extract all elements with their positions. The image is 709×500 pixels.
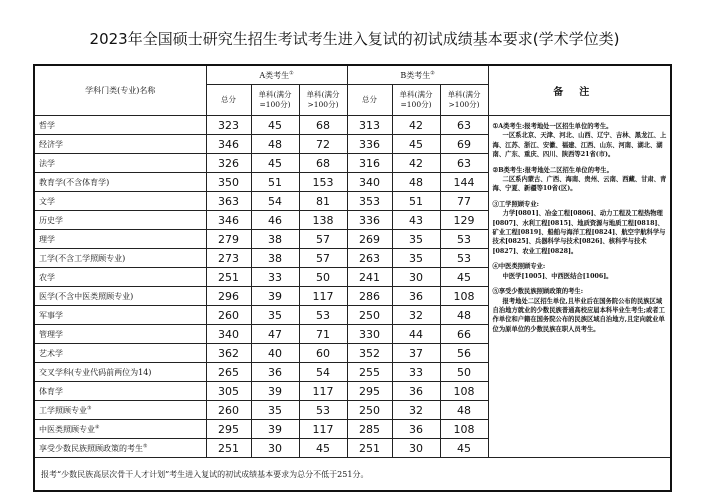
a-score-cell: 340	[206, 325, 251, 344]
a-score-cell: 57	[299, 249, 347, 268]
category-name: 法学	[34, 154, 206, 173]
a-score-cell: 68	[299, 116, 347, 135]
b-score-cell: 313	[347, 116, 392, 135]
a-score-cell: 57	[299, 230, 347, 249]
a-single-low-header: 单科(满分=100分)	[251, 85, 299, 116]
a-score-cell: 72	[299, 135, 347, 154]
note-block	[493, 200, 668, 256]
category-name: 医学(不含中医类照顾专业)	[34, 287, 206, 306]
b-score-cell: 286	[347, 287, 392, 306]
b-score-cell: 250	[347, 401, 392, 420]
b-score-cell: 285	[347, 420, 392, 439]
a-score-cell: 39	[251, 420, 299, 439]
category-name: 农学	[34, 268, 206, 287]
table-row	[34, 116, 671, 135]
note-block	[493, 262, 668, 281]
note-body: 二区系内蒙古、广西、海南、贵州、云南、西藏、甘肃、青海、宁夏、新疆等10省(区)。	[492, 176, 667, 193]
a-score-cell: 53	[299, 401, 347, 420]
a-score-cell: 305	[206, 382, 251, 401]
a-score-cell: 53	[299, 306, 347, 325]
a-score-cell: 45	[251, 154, 299, 173]
b-score-cell: 32	[392, 401, 440, 420]
a-score-cell: 363	[206, 192, 251, 211]
note-heading: ④中医类照顾专业:	[492, 263, 546, 271]
note-block	[493, 166, 668, 194]
note-heading: ⑤享受少数民族照顾政策的考生:	[492, 288, 584, 296]
b-score-cell: 44	[392, 325, 440, 344]
b-score-cell: 69	[440, 135, 488, 154]
b-score-cell: 77	[440, 192, 488, 211]
a-score-cell: 273	[206, 249, 251, 268]
a-score-cell: 60	[299, 344, 347, 363]
a-score-cell: 48	[251, 135, 299, 154]
category-name: 历史学	[34, 211, 206, 230]
a-score-cell: 35	[251, 306, 299, 325]
notes-header: 备注	[488, 65, 671, 116]
b-score-cell: 43	[392, 211, 440, 230]
b-score-cell: 316	[347, 154, 392, 173]
b-score-cell: 255	[347, 363, 392, 382]
a-single-high-header: 单科(满分>100分)	[299, 85, 347, 116]
note-heading: ②B类考生:报考地处二区招生单位的考生。	[492, 166, 613, 174]
category-name: 中医类照顾专业④	[34, 420, 206, 439]
category-name: 军事学	[34, 306, 206, 325]
a-score-cell: 296	[206, 287, 251, 306]
b-score-cell: 295	[347, 382, 392, 401]
a-score-cell: 45	[299, 439, 347, 458]
b-score-cell: 36	[392, 382, 440, 401]
b-score-cell: 66	[440, 325, 488, 344]
a-score-cell: 35	[251, 401, 299, 420]
b-single-high-header: 单科(满分>100分)	[440, 85, 488, 116]
note-body: 力学[0801]、冶金工程[0806]、动力工程及工程热物理[0807]、水利工程[0815]、地质资源与地质工程[0818]、矿业工程[0819]、船舶与海洋工程[0824]、航空宇航科学与技术[0825]、兵器科学与技术[0826]、核科学与技术[0827]、农业工程[0828]。	[492, 210, 666, 255]
a-score-cell: 40	[251, 344, 299, 363]
a-score-cell: 39	[251, 287, 299, 306]
category-name: 工学照顾专业③	[34, 401, 206, 420]
b-score-cell: 63	[440, 154, 488, 173]
b-score-cell: 42	[392, 116, 440, 135]
a-score-cell: 279	[206, 230, 251, 249]
b-score-cell: 330	[347, 325, 392, 344]
a-score-cell: 362	[206, 344, 251, 363]
note-heading: ①A类考生:报考地处一区招生单位的考生。	[492, 123, 613, 130]
category-name: 理学	[34, 230, 206, 249]
a-score-cell: 350	[206, 173, 251, 192]
b-score-cell: 251	[347, 439, 392, 458]
category-header: 学科门类(专业)名称	[34, 65, 206, 116]
a-score-cell: 50	[299, 268, 347, 287]
b-score-cell: 32	[392, 306, 440, 325]
a-score-cell: 138	[299, 211, 347, 230]
page-title: 2023年全国硕士研究生招生考试考生进入复试的初试成绩基本要求(学术学位类)	[89, 30, 620, 48]
b-score-cell: 56	[440, 344, 488, 363]
b-score-cell: 53	[440, 230, 488, 249]
b-score-cell: 48	[392, 173, 440, 192]
b-score-cell: 36	[392, 287, 440, 306]
a-score-cell: 47	[251, 325, 299, 344]
category-name: 享受少数民族照顾政策的考生⑤	[34, 439, 206, 458]
a-score-cell: 295	[206, 420, 251, 439]
b-score-cell: 50	[440, 363, 488, 382]
b-score-cell: 42	[392, 154, 440, 173]
note-body: 一区系北京、天津、河北、山西、辽宁、吉林、黑龙江、上海、江苏、浙江、安徽、福建、江西、山东、河南、湖北、湖南、广东、重庆、四川、陕西等21省(市)。	[492, 132, 667, 159]
b-score-cell: 30	[392, 439, 440, 458]
a-score-cell: 38	[251, 249, 299, 268]
notes-cell	[488, 116, 671, 458]
a-total-header: 总分	[206, 85, 251, 116]
a-score-cell: 39	[251, 382, 299, 401]
b-score-cell: 108	[440, 382, 488, 401]
category-name: 文学	[34, 192, 206, 211]
b-score-cell: 35	[392, 230, 440, 249]
category-name: 体育学	[34, 382, 206, 401]
a-score-cell: 51	[251, 173, 299, 192]
b-score-cell: 35	[392, 249, 440, 268]
b-score-cell: 336	[347, 211, 392, 230]
a-score-cell: 265	[206, 363, 251, 382]
category-name: 教育学(不含体育学)	[34, 173, 206, 192]
b-single-low-header: 单科(满分=100分)	[392, 85, 440, 116]
b-score-cell: 250	[347, 306, 392, 325]
note-block	[493, 122, 668, 160]
b-score-cell: 63	[440, 116, 488, 135]
a-score-cell: 260	[206, 306, 251, 325]
a-score-cell: 71	[299, 325, 347, 344]
a-score-cell: 346	[206, 135, 251, 154]
category-name: 哲学	[34, 116, 206, 135]
b-score-cell: 48	[440, 401, 488, 420]
a-score-cell: 30	[251, 439, 299, 458]
a-score-cell: 54	[299, 363, 347, 382]
a-score-cell: 153	[299, 173, 347, 192]
b-score-cell: 45	[440, 439, 488, 458]
b-score-cell: 51	[392, 192, 440, 211]
a-score-cell: 45	[251, 116, 299, 135]
b-score-cell: 33	[392, 363, 440, 382]
category-name: 交叉学科(专业代码前两位为14)	[34, 363, 206, 382]
a-score-cell: 260	[206, 401, 251, 420]
category-name: 管理学	[34, 325, 206, 344]
b-total-header: 总分	[347, 85, 392, 116]
b-score-cell: 269	[347, 230, 392, 249]
footnote: 报考“少数民族高层次骨干人才计划”考生进入复试的初试成绩基本要求为总分不低于251分。	[34, 458, 671, 492]
b-score-cell: 36	[392, 420, 440, 439]
b-score-cell: 37	[392, 344, 440, 363]
a-score-cell: 251	[206, 439, 251, 458]
a-score-cell: 81	[299, 192, 347, 211]
a-score-cell: 117	[299, 382, 347, 401]
a-score-cell: 54	[251, 192, 299, 211]
a-score-cell: 117	[299, 420, 347, 439]
category-name: 经济学	[34, 135, 206, 154]
b-score-cell: 352	[347, 344, 392, 363]
note-body: 报考地处二区招生单位,且毕业后在国务院公布的民族区域自治地方就业的少数民族普通高校应届本科毕业生考生;或者工作单位和户籍在国务院公布的民族区域自治地方,且定向就业单位为原单位的少数民族在职人员考生。	[492, 297, 665, 333]
b-score-cell: 53	[440, 249, 488, 268]
footnote-row	[34, 458, 671, 492]
b-score-cell: 129	[440, 211, 488, 230]
b-score-cell: 263	[347, 249, 392, 268]
a-score-cell: 323	[206, 116, 251, 135]
b-score-cell: 241	[347, 268, 392, 287]
b-score-cell: 48	[440, 306, 488, 325]
a-score-cell: 68	[299, 154, 347, 173]
category-name: 工学(不含工学照顾专业)	[34, 249, 206, 268]
a-score-cell: 117	[299, 287, 347, 306]
b-score-cell: 336	[347, 135, 392, 154]
note-block	[493, 287, 668, 334]
group-a-header: A类考生①	[206, 65, 347, 85]
b-score-cell: 340	[347, 173, 392, 192]
b-score-cell: 108	[440, 287, 488, 306]
note-heading: ③工学照顾专业:	[492, 200, 539, 208]
b-score-cell: 353	[347, 192, 392, 211]
b-score-cell: 108	[440, 420, 488, 439]
note-body: 中医学[1005]、中西医结合[1006]。	[502, 272, 613, 280]
a-score-cell: 46	[251, 211, 299, 230]
a-score-cell: 251	[206, 268, 251, 287]
score-table	[33, 64, 672, 492]
b-score-cell: 144	[440, 173, 488, 192]
a-score-cell: 33	[251, 268, 299, 287]
b-score-cell: 30	[392, 268, 440, 287]
a-score-cell: 346	[206, 211, 251, 230]
category-name: 艺术学	[34, 344, 206, 363]
a-score-cell: 326	[206, 154, 251, 173]
group-b-header: B类考生②	[347, 65, 488, 85]
a-score-cell: 36	[251, 363, 299, 382]
a-score-cell: 38	[251, 230, 299, 249]
b-score-cell: 45	[392, 135, 440, 154]
b-score-cell: 45	[440, 268, 488, 287]
